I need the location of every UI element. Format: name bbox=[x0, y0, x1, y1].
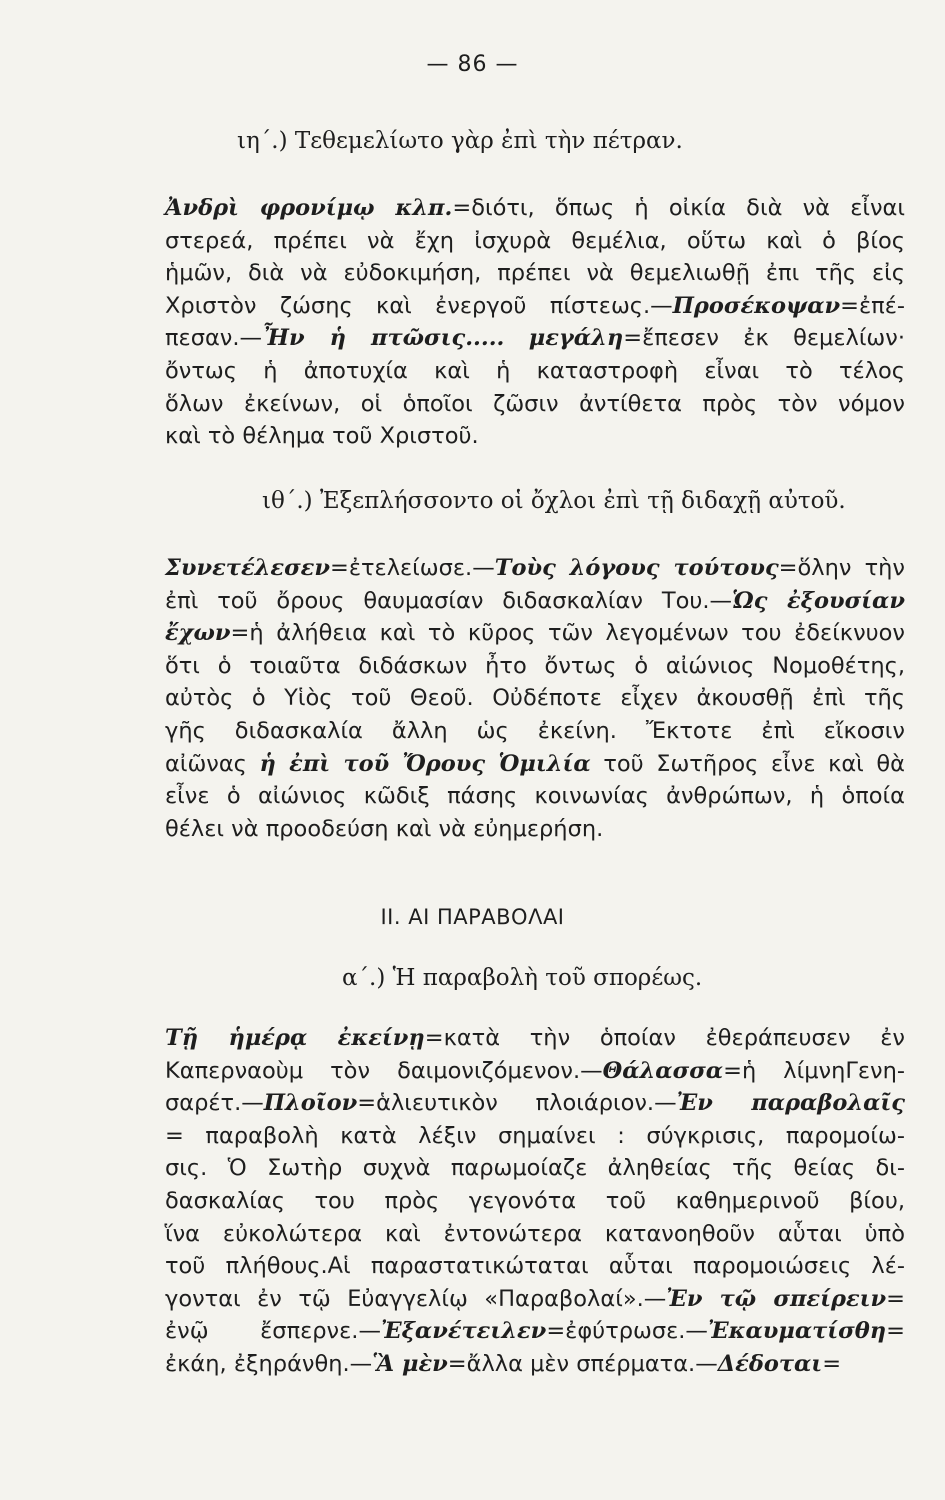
text-line bbox=[165, 585, 905, 618]
glossary-term: Συνετέλεσεν bbox=[165, 555, 330, 581]
text-line bbox=[165, 355, 905, 388]
glossary-term: Πλοῖον bbox=[263, 1090, 358, 1117]
line-text: =ἁλιευτικὸν πλοιάριον.— bbox=[357, 1090, 677, 1117]
text-line bbox=[165, 682, 905, 715]
line-text: =ἐφύτρωσε.— bbox=[546, 1318, 708, 1345]
line-text: =διότι, ὅπως ἡ οἰκία διὰ νὰ εἶναι bbox=[452, 195, 905, 221]
line-text: τοῦ Σωτῆρος εἶνε καὶ θὰ bbox=[590, 750, 905, 777]
line-text: = bbox=[822, 1350, 842, 1377]
line-text: = παραβολὴ κατὰ λέξιν σημαίνει : σύγκρισις, παρομοίω- bbox=[165, 1122, 905, 1149]
glossary-term: μεγάλη bbox=[528, 325, 624, 352]
line-text: στερεά, πρέπει νὰ ἔχη ἰσχυρὰ θεμέλια, οὕτω καὶ ὁ βίος bbox=[165, 227, 905, 254]
line-text: θέλει νὰ προοδεύση καὶ νὰ εὐημερήση. bbox=[165, 815, 604, 842]
glossary-term: Ἦν ἡ πτῶσις..... bbox=[262, 325, 505, 352]
text-line bbox=[165, 1283, 905, 1316]
text-line bbox=[165, 388, 905, 421]
glossary-term: Ἃ μὲν bbox=[372, 1350, 448, 1377]
text-line bbox=[165, 1120, 905, 1153]
text-line bbox=[165, 1348, 905, 1381]
line-text: πεσαν.— bbox=[165, 325, 263, 352]
text-line bbox=[165, 1087, 905, 1120]
line-text: αἰῶνας bbox=[165, 750, 260, 777]
text-line bbox=[165, 780, 905, 813]
line-text: σις. Ὁ Σωτὴρ συχνὰ παρωμοίαζε ἀληθείας τῆς θείας δι- bbox=[165, 1155, 905, 1182]
part-title: ΙΙ. ΑΙ ΠΑΡΑΒΟΛΑΙ bbox=[380, 905, 565, 929]
line-text: =ἐτελείωσε.— bbox=[329, 555, 495, 581]
text-line bbox=[165, 552, 905, 585]
line-text: ἐκάη, ἐξηράνθη.— bbox=[165, 1350, 373, 1377]
glossary-term: Ἐν παραβολαῖς bbox=[676, 1090, 906, 1117]
glossary-term: Ἐκαυματίσθη bbox=[707, 1318, 887, 1345]
line-text: ὅτι ὁ τοιαῦτα διδάσκων ἦτο ὄντως ὁ αἰώνιος Νομοθέτης, bbox=[165, 652, 905, 679]
line-text: ἐπὶ τοῦ ὄρους θαυμασίαν διδασκαλίαν Του.— bbox=[165, 587, 733, 614]
line-text: Καπερναοὺμ τὸν δαιμονιζόμενον.— bbox=[165, 1057, 603, 1084]
text-line bbox=[165, 192, 905, 225]
line-text: ὅλων ἐκείνων, οἱ ὁποῖοι ζῶσιν ἀντίθετα πρὸς τὸν νόμον bbox=[165, 390, 905, 417]
section-18-body bbox=[165, 192, 905, 453]
line-text: Χριστὸν ζώσης καὶ ἐνεργοῦ πίστεως.— bbox=[165, 292, 673, 319]
line-text: ὄντως ἡ ἀποτυχία καὶ ἡ καταστροφὴ εἶναι τὸ τέλος bbox=[165, 357, 905, 384]
text-line bbox=[165, 257, 905, 290]
glossary-term: Προσέκοψαν bbox=[672, 292, 841, 319]
text-line bbox=[165, 813, 905, 846]
section-19-body bbox=[165, 552, 905, 845]
text-line bbox=[165, 420, 905, 453]
glossary-term: ἡ ἐπὶ τοῦ Ὄρους Ὁμιλία bbox=[259, 750, 591, 777]
glossary-term: Θάλασσα bbox=[602, 1057, 724, 1084]
line-text: εἶνε ὁ αἰώνιος κῶδιξ πάσης κοινωνίας ἀνθρώπων, ἡ ὁποία bbox=[165, 783, 905, 810]
line-text: =ἐπέ- bbox=[840, 292, 905, 319]
glossary-term: ἔχων bbox=[165, 620, 231, 647]
line-text: ἐνῷ ἔσπερνε.— bbox=[165, 1318, 381, 1345]
line-text: = bbox=[886, 1318, 905, 1345]
section-a-body bbox=[165, 1022, 905, 1381]
line-text: σαρέτ.— bbox=[165, 1090, 264, 1117]
line-text: ἡμῶν, διὰ νὰ εὐδοκιμήση, πρέπει νὰ θεμελιωθῇ ἐπι τῆς εἰς bbox=[165, 260, 905, 287]
glossary-term: Ἐξανέτειλεν bbox=[380, 1318, 547, 1345]
line-text: αὐτὸς ὁ Υἱὸς τοῦ Θεοῦ. Οὐδέποτε εἶχεν ἀκουσθῇ ἐπὶ τῆς bbox=[165, 685, 905, 712]
line-text: τοῦ πλήθους.Αἱ παραστατικώταται αὗται παρομοιώσεις λέ- bbox=[165, 1253, 905, 1280]
page-number: — 86 — bbox=[426, 52, 519, 77]
section-18-heading: ιη΄.) Τεθεμελίωτο γὰρ ἐπὶ τὴν πέτραν. bbox=[237, 128, 683, 154]
line-text: δασκαλίας του πρὸς γεγονότα τοῦ καθημερινοῦ βίου, bbox=[165, 1187, 905, 1214]
text-line bbox=[165, 1185, 905, 1218]
line-text: = bbox=[886, 1285, 905, 1312]
glossary-term: Δέδοται bbox=[717, 1350, 823, 1377]
glossary-term: Τῇ ἡμέρᾳ ἐκείνῃ bbox=[165, 1025, 425, 1051]
section-19-heading: ιθ΄.) Ἐξεπλήσσοντο οἱ ὄχλοι ἐπὶ τῇ διδαχῇ αὐτοῦ. bbox=[262, 488, 846, 514]
line-text: γονται ἐν τῷ Εὐαγγελίῳ «Παραβολαί».— bbox=[165, 1285, 667, 1312]
glossary-term: Ἐν τῷ σπείρειν bbox=[666, 1285, 887, 1312]
text-line bbox=[165, 1315, 905, 1348]
line-text: =ἡ ἀλήθεια καὶ τὸ κῦρος τῶν λεγομένων του ἐδείκνυον bbox=[230, 620, 905, 647]
text-line bbox=[165, 617, 905, 650]
text-line bbox=[165, 322, 905, 355]
line-text: =ὅλην τὴν bbox=[778, 555, 905, 581]
text-line bbox=[165, 1022, 905, 1055]
glossary-term: Τοὺς λόγους τούτους bbox=[494, 555, 779, 581]
line-text: =κατὰ τὴν ὁποίαν ἐθεράπευσεν ἐν bbox=[424, 1025, 905, 1051]
text-line bbox=[165, 1152, 905, 1185]
line-text: =ἡ λίμνηΓενη- bbox=[723, 1057, 906, 1084]
line-text: καὶ τὸ θέλημα τοῦ Χριστοῦ. bbox=[165, 423, 479, 450]
line-text: =ἔπεσεν ἐκ θεμελίων· bbox=[623, 325, 905, 352]
line-text: =ἄλλα μὲν σπέρματα.— bbox=[447, 1350, 718, 1377]
text-line bbox=[165, 290, 905, 323]
text-line bbox=[165, 715, 905, 748]
text-line bbox=[165, 1218, 905, 1251]
text-line bbox=[165, 748, 905, 781]
text-line bbox=[165, 650, 905, 683]
line-text bbox=[504, 325, 528, 351]
text-line bbox=[165, 1055, 905, 1088]
line-text: γῆς διδασκαλία ἄλλη ὡς ἐκείνη. Ἔκτοτε ἐπὶ εἴκοσιν bbox=[165, 717, 905, 744]
section-a-heading: α΄.) Ἡ παραβολὴ τοῦ σπορέως. bbox=[342, 965, 703, 991]
glossary-term: Ὡς ἐξουσίαν bbox=[732, 587, 905, 614]
text-line bbox=[165, 225, 905, 258]
glossary-term: Ἀνδρὶ φρονίμῳ κλπ. bbox=[165, 195, 453, 221]
text-line bbox=[165, 1250, 905, 1283]
line-text: ἵνα εὐκολώτερα καὶ ἐντονώτερα κατανοηθοῦν αὗται ὑπὸ bbox=[165, 1220, 905, 1247]
